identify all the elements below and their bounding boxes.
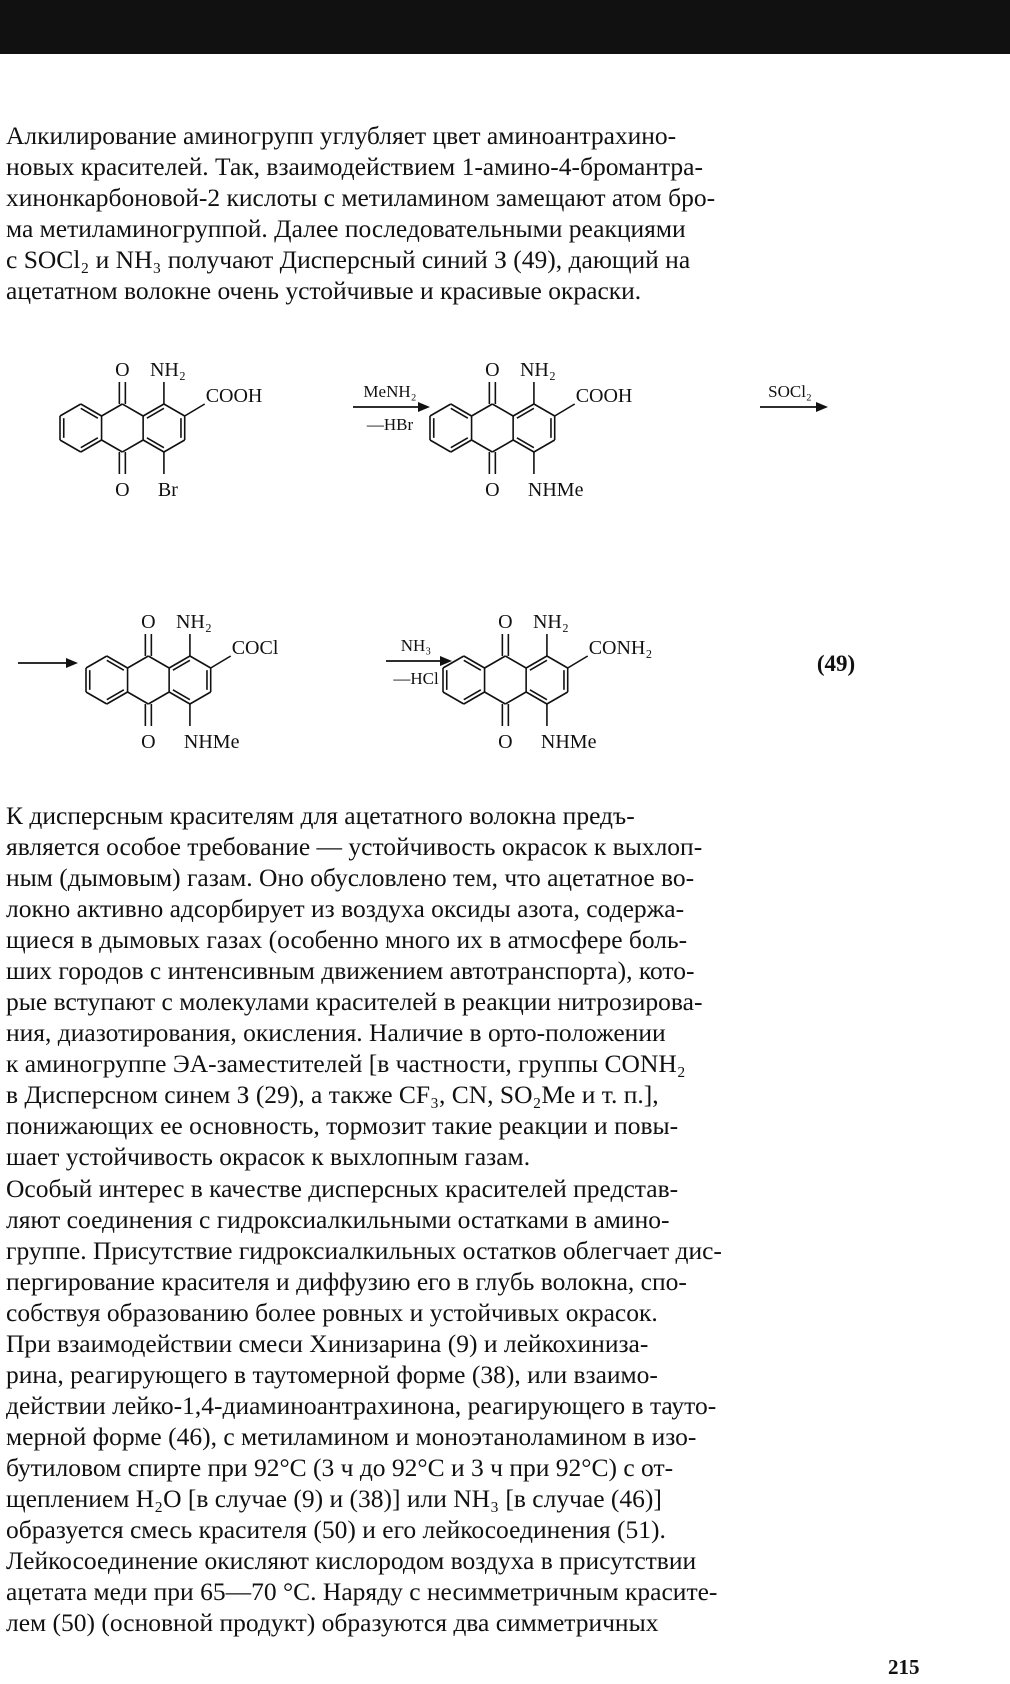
position-4-substituent-label: NHMe — [527, 479, 584, 501]
text-line: ацетатном волокне очень устойчивые и красивые окраски. — [6, 276, 642, 305]
text-line: понижающих ее основность, тормозит такие реакции и повы- — [6, 1111, 679, 1140]
ring-bond — [430, 440, 451, 452]
ring-bond — [190, 656, 211, 668]
structure-1-amino-4-bromo-acid — [60, 359, 262, 501]
arrow-4-reagent: NH₃ — [400, 636, 432, 655]
text-line: бутиловом спирте при 92°C (3 ч до 92°C и 3 ч при 92°C) с от- — [6, 1453, 674, 1482]
ring-bond — [492, 404, 513, 416]
carboxyl-group-label: COOH — [575, 385, 633, 407]
ring-bond — [86, 692, 107, 704]
ring-bond — [128, 692, 149, 704]
paragraph-4 — [6, 1328, 916, 1638]
carboxyl-group-label: COOH — [205, 385, 263, 407]
substituent-bond — [555, 404, 575, 416]
text-line: собствуя образованию более ровных и устойчивых окрасок. — [6, 1298, 658, 1327]
ring-bond — [472, 440, 493, 452]
substituent-bond — [211, 656, 231, 668]
ring-bond — [86, 656, 107, 668]
text-line: лем (50) (основной продукт) образуются два симметричных — [6, 1608, 659, 1637]
text-line: шает устойчивость окрасок к выхлопным газам. — [6, 1142, 531, 1171]
position-4-substituent-label: NHMe — [540, 731, 597, 753]
ring-bond — [164, 404, 185, 416]
arrow-1 — [353, 382, 430, 434]
carboxyl-group-label: COCl — [231, 637, 279, 659]
ring-bond — [430, 404, 451, 416]
text-line: щиеся в дымовых газах (особенно много их в атмосфере боль- — [6, 925, 688, 954]
carbonyl-oxygen-label: O — [498, 611, 513, 633]
text-line: в Дисперсном синем З (29), а также CF₃, CN, SO₂Me и т. п.], — [6, 1080, 659, 1109]
text-line: действии лейко-1,4-диаминоантрахинона, реагирующего в тауто- — [6, 1391, 717, 1420]
ring-bond — [148, 692, 169, 704]
carbonyl-oxygen-label: O — [115, 479, 130, 501]
ring-bond — [60, 404, 81, 416]
ring-bond — [443, 692, 464, 704]
text-line: локно активно адсорбирует из воздуха оксиды азота, содержа- — [6, 894, 685, 923]
arrow-2-reagent: SOCl₂ — [768, 382, 812, 401]
carbonyl-oxygen-label: O — [141, 731, 156, 753]
text-line: ших городов с интенсивным движением автотранспорта), кото- — [6, 956, 695, 985]
structure-dye-49 — [443, 611, 652, 753]
reaction-scheme — [0, 345, 1010, 755]
text-line: к аминогруппе ЭА-заместителей [в частности, группы CONH₂ — [6, 1049, 686, 1078]
text-line: При взаимодействии смеси Хинизарина (9) и лейкохиниза- — [6, 1329, 649, 1358]
ring-bond — [485, 692, 506, 704]
ring-bond — [128, 656, 149, 668]
text-line: новых красителей. Так, взаимодействием 1-амино-4-бромантра- — [6, 152, 703, 181]
text-line: группе. Присутствие гидроксиалкильных остатков облегчает дис- — [6, 1236, 722, 1265]
ring-bond — [492, 440, 513, 452]
ring-bond — [534, 404, 555, 416]
substituent-bond — [568, 656, 588, 668]
carboxyl-group-label: CONH₂ — [588, 637, 653, 659]
amino-label: NH₂ — [149, 359, 186, 381]
arrow-1-byproduct: —HBr — [366, 415, 414, 434]
arrow-4-byproduct: —HCl — [393, 669, 439, 688]
text-line: Лейкосоединение окисляют кислородом воздуха в присутствии — [6, 1546, 697, 1575]
page-number: 215 — [888, 1655, 920, 1679]
text-line: ацетата меди при 65—70 °C. Наряду с несимметричным красите- — [6, 1577, 718, 1606]
ring-bond — [547, 656, 568, 668]
scan-top-bar — [0, 0, 1010, 54]
ring-bond — [485, 656, 506, 668]
text-line: К дисперсным красителям для ацетатного волокна предъ- — [6, 801, 635, 830]
text-line: хинонкарбоновой-2 кислоты с метиламином замещают атом бро- — [6, 183, 716, 212]
text-line: мерной форме (46), с метиламином и моноэтаноламином в изо- — [6, 1422, 697, 1451]
ring-bond — [122, 440, 143, 452]
ring-bond — [505, 656, 526, 668]
ring-bond — [472, 404, 493, 416]
carbonyl-oxygen-label: O — [485, 479, 500, 501]
carbonyl-oxygen-label: O — [485, 359, 500, 381]
text-line: является особое требование — устойчивость окрасок к выхлоп- — [6, 832, 703, 861]
paragraph-3 — [6, 1173, 916, 1328]
arrow-1-reagent: MeNH₂ — [363, 382, 417, 401]
arrow-4 — [386, 636, 452, 688]
text-line: Особый интерес в качестве дисперсных красителей представ- — [6, 1174, 679, 1203]
text-line: пергирование красителя и диффузию его в глубь волокна, спо- — [6, 1267, 687, 1296]
arrow-3 — [18, 658, 78, 668]
ring-bond — [60, 440, 81, 452]
text-line: ляют соединения с гидроксиалкильными остатками в амино- — [6, 1205, 670, 1234]
reaction-scheme-svg — [0, 345, 1010, 755]
ring-bond — [190, 692, 211, 704]
position-4-substituent-label: Br — [157, 479, 178, 501]
structure-acid-chloride — [86, 611, 279, 753]
amino-label: NH₂ — [175, 611, 212, 633]
text-line: образуется смесь красителя (50) и его лейкосоединения (51). — [6, 1515, 666, 1544]
position-4-substituent-label: NHMe — [183, 731, 240, 753]
ring-bond — [148, 656, 169, 668]
text-line: ния, диазотирования, окисления. Наличие в орто-положении — [6, 1018, 666, 1047]
paragraph-1 — [6, 120, 916, 306]
carbonyl-oxygen-label: O — [141, 611, 156, 633]
ring-bond — [547, 692, 568, 704]
text-line: Алкилирование аминогрупп углубляет цвет аминоантрахино- — [6, 121, 677, 150]
ring-bond — [122, 404, 143, 416]
carbonyl-oxygen-label: O — [115, 359, 130, 381]
compound-number: (49) — [816, 651, 856, 676]
text-line: рина, реагирующего в таутомерной форме (38), или взаимо- — [6, 1360, 658, 1389]
ring-bond — [102, 404, 123, 416]
paragraph-2 — [6, 800, 916, 1172]
structure-methylamino-acid — [430, 359, 632, 501]
text-line: ма метиламиногруппой. Далее последовательными реакциями — [6, 214, 686, 243]
ring-bond — [164, 440, 185, 452]
substituent-bond — [185, 404, 205, 416]
amino-label: NH₂ — [519, 359, 556, 381]
text-line: ным (дымовым) газам. Оно обусловлено тем, что ацетатное во- — [6, 863, 695, 892]
ring-bond — [534, 440, 555, 452]
amino-label: NH₂ — [532, 611, 569, 633]
text-line: щеплением H₂O [в случае (9) и (38)] или NH₃ [в случае (46)] — [6, 1484, 662, 1513]
carbonyl-oxygen-label: O — [498, 731, 513, 753]
text-line: с SOCl₂ и NH₃ получают Дисперсный синий З (49), дающий на — [6, 245, 691, 274]
ring-bond — [505, 692, 526, 704]
ring-bond — [102, 440, 123, 452]
text-line: рые вступают с молекулами красителей в реакции нитрозирова- — [6, 987, 703, 1016]
arrow-2 — [760, 382, 828, 412]
